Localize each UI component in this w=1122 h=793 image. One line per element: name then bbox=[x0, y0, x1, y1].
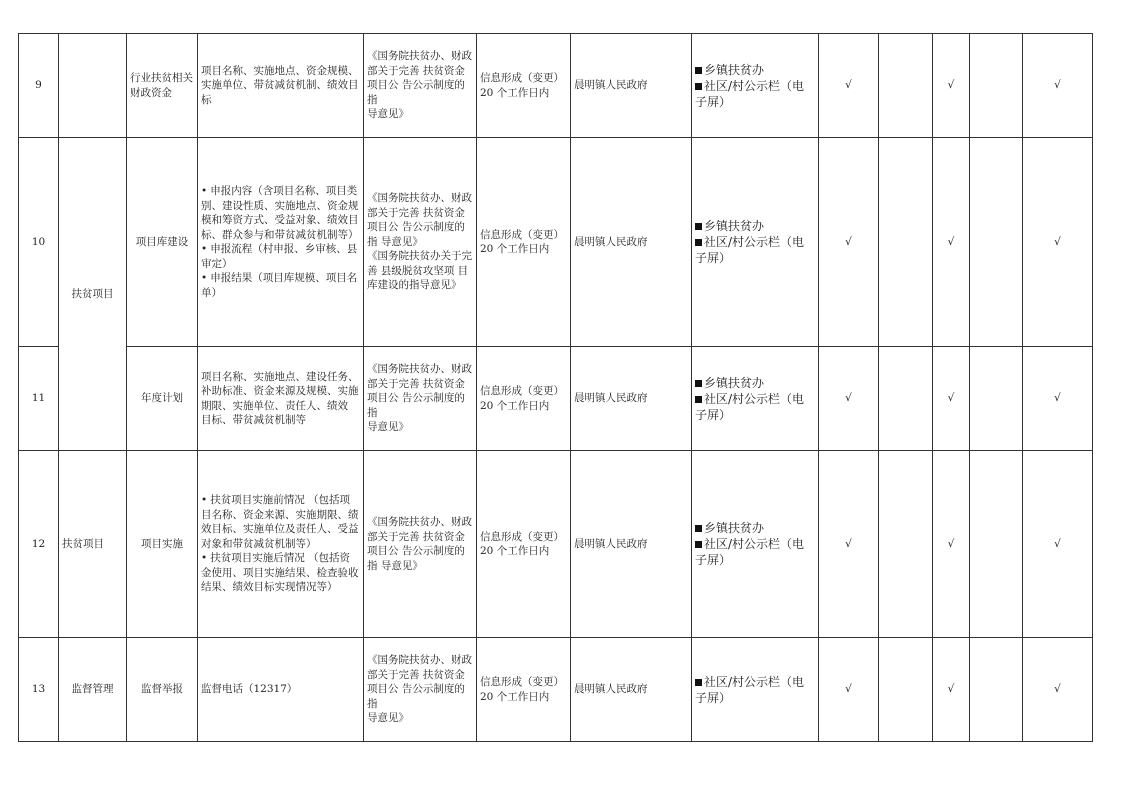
bullet-icon: • bbox=[201, 494, 208, 507]
subject-cell: 晨明镇人民政府 bbox=[571, 638, 692, 742]
subcategory-cell: 项目库建设 bbox=[127, 138, 198, 347]
row-number: 10 bbox=[19, 138, 59, 347]
check-cell bbox=[879, 638, 933, 742]
check-cell bbox=[970, 34, 1023, 138]
bullet-icon: • bbox=[201, 272, 208, 284]
content-cell bbox=[198, 34, 364, 138]
bullet-icon: • bbox=[201, 185, 208, 197]
time-cell: 信息形成（变更） 20 个工作日内 bbox=[477, 34, 571, 138]
channel-item: 社区/村公示栏（电子屏） bbox=[695, 235, 805, 265]
check-cell bbox=[970, 347, 1023, 451]
content-cell bbox=[198, 347, 364, 451]
row-number: 13 bbox=[19, 638, 59, 742]
basis-cell bbox=[364, 451, 477, 638]
square-bullet-icon bbox=[695, 525, 702, 532]
square-bullet-icon bbox=[695, 67, 702, 74]
subcategory-cell: 年度计划 bbox=[127, 347, 198, 451]
check-cell: √ bbox=[819, 347, 879, 451]
check-cell: √ bbox=[1023, 451, 1093, 638]
category-cell: 监督管理 bbox=[59, 638, 127, 742]
channel-cell bbox=[692, 347, 819, 451]
channel-cell bbox=[692, 451, 819, 638]
check-cell: √ bbox=[819, 138, 879, 347]
basis-text: 《国务院扶贫办、财政部关于完善 扶贫资金项目公 告公示制度的指 导意见》 bbox=[367, 516, 472, 572]
check-cell bbox=[879, 347, 933, 451]
channel-item: 乡镇扶贫办 bbox=[695, 218, 815, 234]
basis-text: 导意见》 bbox=[367, 712, 409, 725]
channel-item: 社区/村公示栏（电子屏） bbox=[695, 537, 805, 567]
square-bullet-icon bbox=[695, 679, 702, 686]
basis-text: 《国务院扶贫办关于完善 县级脱贫攻坚项 目库建设的指导意见》 bbox=[367, 250, 472, 292]
channel-item: 乡镇扶贫办 bbox=[695, 62, 815, 78]
table-row bbox=[19, 138, 1093, 347]
check-cell bbox=[970, 138, 1023, 347]
basis-text: 导意见》 bbox=[367, 421, 409, 434]
table-row bbox=[19, 638, 1093, 742]
time-cell: 信息形成（变更） 20 个工作日内 bbox=[477, 347, 571, 451]
basis-cell bbox=[364, 138, 477, 347]
channel-cell bbox=[692, 34, 819, 138]
content-text: 项目名称、实施地点、资金规模、实施单位、带贫减贫机制、绩效目标 bbox=[201, 64, 359, 106]
check-cell: √ bbox=[1023, 138, 1093, 347]
check-cell: √ bbox=[933, 451, 970, 638]
bullet-item: • 扶贫项目实施后情况 （包括资金使用、项目实施结果、检查验收结果、绩效目标实现情况等） bbox=[201, 552, 359, 594]
table-row bbox=[19, 451, 1093, 638]
content-text: 项目名称、实施地点、建设任务、补助标准、资金来源及规模、实施期限、实施单位、责任人、绩效 bbox=[201, 370, 359, 412]
channel-cell bbox=[692, 138, 819, 347]
bullet-item: • 申报结果（项目库规模、项目名单） bbox=[201, 272, 358, 299]
row-number: 12 bbox=[19, 451, 59, 638]
subcategory-cell: 行业扶贫相关财政资金 bbox=[127, 34, 198, 138]
disclosure-table bbox=[18, 33, 1093, 742]
channel-item: 社区/村公示栏（电子屏） bbox=[695, 674, 805, 705]
bullet-item: • 申报流程（村申报、乡审核、县审定） bbox=[201, 243, 358, 270]
time-cell: 信息形成（变更） 20 个工作日内 bbox=[477, 138, 571, 347]
category-cell: 扶贫项目 bbox=[59, 451, 127, 638]
bullet-item: • 申报内容（含项目名称、项目类别、建设性质、实施地点、资金规模和筹资方式、受益对象、绩效目标、群众参与和带贫减贫机制等） bbox=[201, 185, 359, 241]
basis-text: 《国务院扶贫办、财政部关于完善 扶贫资金项目公 告公示制度的指 导意见》 bbox=[367, 192, 472, 248]
category-cell: 扶贫项目 bbox=[59, 138, 127, 451]
subject-cell: 晨明镇人民政府 bbox=[571, 347, 692, 451]
subject-cell: 晨明镇人民政府 bbox=[571, 34, 692, 138]
check-cell bbox=[970, 451, 1023, 638]
content-text: 目标、带贫减贫机制等 bbox=[201, 414, 306, 426]
check-cell: √ bbox=[819, 451, 879, 638]
table-row bbox=[19, 347, 1093, 451]
basis-cell bbox=[364, 347, 477, 451]
square-bullet-icon bbox=[695, 239, 702, 246]
basis-text: 《国务院扶贫办、财政部关于完善 扶贫资金项目公 告公示制度的指 bbox=[367, 363, 472, 419]
check-cell bbox=[879, 34, 933, 138]
check-cell: √ bbox=[1023, 34, 1093, 138]
square-bullet-icon bbox=[695, 541, 702, 548]
time-cell: 信息形成（变更） 20 个工作日内 bbox=[477, 638, 571, 742]
check-cell: √ bbox=[933, 638, 970, 742]
bullet-item: • 扶贫项目实施前情况 （包括项目名称、资金来源、实施期限、绩效目标、实施单位及责任人、受益对象和带贫减贫机制等） bbox=[201, 494, 359, 550]
check-cell: √ bbox=[1023, 347, 1093, 451]
square-bullet-icon bbox=[695, 223, 702, 230]
square-bullet-icon bbox=[695, 83, 702, 90]
check-cell: √ bbox=[933, 138, 970, 347]
subject-cell: 晨明镇人民政府 bbox=[571, 138, 692, 347]
row-number: 9 bbox=[19, 34, 59, 138]
channel-item: 社区/村公示栏（电子屏） bbox=[695, 78, 805, 109]
category-cell bbox=[59, 34, 127, 138]
subcategory-cell: 监督举报 bbox=[127, 638, 198, 742]
bullet-icon: • bbox=[201, 552, 208, 565]
content-cell bbox=[198, 451, 364, 638]
channel-item: 乡镇扶贫办 bbox=[695, 375, 815, 391]
basis-cell bbox=[364, 34, 477, 138]
subject-cell: 晨明镇人民政府 bbox=[571, 451, 692, 638]
basis-text: 导意见》 bbox=[367, 108, 409, 121]
check-cell bbox=[970, 638, 1023, 742]
channel-cell bbox=[692, 638, 819, 742]
check-cell bbox=[879, 138, 933, 347]
check-cell: √ bbox=[819, 638, 879, 742]
basis-text: 《国务院扶贫办、财政部关于完善 扶贫资金项目公 告公示制度的指 bbox=[367, 654, 472, 710]
content-cell bbox=[198, 138, 364, 347]
time-cell: 信息形成（变更） 20 个工作日内 bbox=[477, 451, 571, 638]
channel-item: 社区/村公示栏（电子屏） bbox=[695, 391, 805, 422]
basis-cell bbox=[364, 638, 477, 742]
channel-item: 乡镇扶贫办 bbox=[695, 520, 815, 536]
basis-text: 《国务院扶贫办、财政部关于完善 扶贫资金项目公 告公示制度的指 bbox=[367, 50, 472, 106]
row-number: 11 bbox=[19, 347, 59, 451]
content-text: 监督电话（12317） bbox=[201, 683, 298, 696]
table-row bbox=[19, 34, 1093, 138]
bullet-icon: • bbox=[201, 243, 208, 255]
content-cell bbox=[198, 638, 364, 742]
check-cell: √ bbox=[933, 34, 970, 138]
check-cell: √ bbox=[933, 347, 970, 451]
check-cell: √ bbox=[1023, 638, 1093, 742]
check-cell: √ bbox=[819, 34, 879, 138]
subcategory-cell: 项目实施 bbox=[127, 451, 198, 638]
square-bullet-icon bbox=[695, 380, 702, 387]
square-bullet-icon bbox=[695, 396, 702, 403]
check-cell bbox=[879, 451, 933, 638]
